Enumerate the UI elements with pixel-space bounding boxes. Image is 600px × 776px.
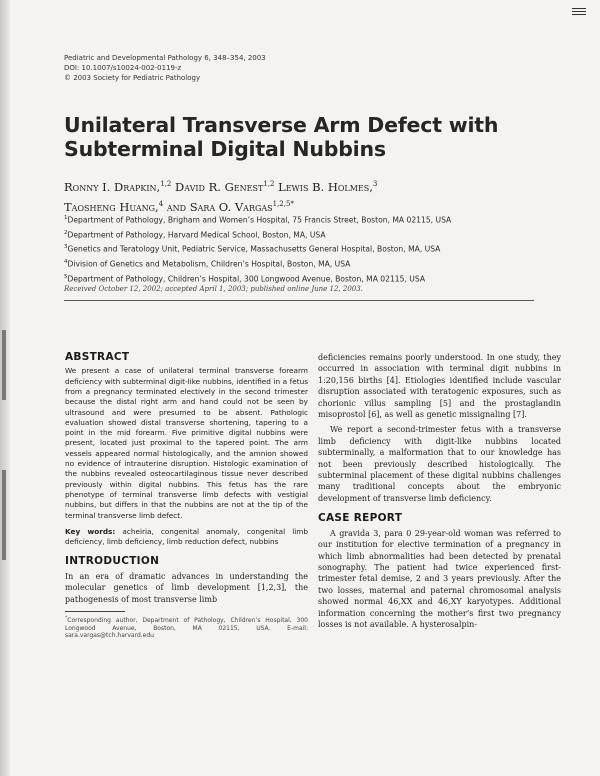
affiliation: $^2$Department of Pathology, Harvard Medical School, Boston, MA, USA [64,229,326,240]
right-column [318,352,561,630]
author-name: Sara O. Vargas [189,199,273,214]
author-list [64,176,534,216]
author-affil-sup: 3 [372,180,378,188]
header-divider [64,300,534,301]
author-affil-sup: 1,2,5* [272,199,294,208]
scan-artifact [2,330,6,400]
author-conjunction: and [166,199,187,214]
body-paragraph: A gravida 3, para 0 29-year-old woman was referred to our institution for elective termination of a pregnancy in which limb abnormalities had been detected by prenatal sonography. The patient had twice experienced first-trimester fetal demise, 2 and 3 years previously. After the two losses, maternal and paternal chromosomal analysis showed normal 46,XX and 46,XY karyotypes. Additional information concerning the mother’s first two pregnancy losses is not available. A hysterosalpin- [318,528,561,629]
journal-copyright: © 2003 Society for Pediatric Pathology [64,74,201,82]
affiliation: $^4$Division of Genetics and Metabolism, Children’s Hospital, Boston, MA, USA [64,259,351,269]
author-name: Lewis B. Holmes, [278,179,373,194]
corner-scan-mark [572,8,586,18]
introduction-heading: INTRODUCTION [65,555,160,568]
abstract-heading: ABSTRACT [65,351,130,363]
author-name: Taosheng Huang, [64,199,159,214]
author-name: David R. Genest [175,179,264,194]
affiliation: $^3$Genetics and Teratology Unit, Pediatric Service, Massachusetts General Hospital, Boston, MA, USA [64,244,441,254]
affiliation: $^5$Department of Pathology, Children’s Hospital, 300 Longwood Avenue, Boston, MA 02115, USA [64,273,426,284]
body-paragraph: deficiencies remains poorly understood. In one study, they occurred in association with terminal digit nubbins in 1:20,156 births [4]. Etiologies identified include vascular disruption associated with teratogenic exposures, such as chorionic villus sampling [5] and the prostaglandin misoprostol [6], as well as genetic missignaling [7]. [318,353,561,420]
author-affil-sup: 1,2 [160,180,172,188]
introduction-text: In an era of dramatic advances in understanding the molecular genetics of limb development [1,2,3], the pathogenesis of most transverse limb [65,571,308,604]
keywords-text: acheiria, congenital anomaly, congenital limb deficiency, limb deficiency, limb reduction defect, nubbins [65,526,308,547]
scan-artifact [2,470,6,560]
author-name: Ronny I. Drapkin, [64,179,161,194]
received-dates: Received October 12, 2002; accepted April 1, 2003; published online June 12, 2003. [64,285,363,293]
affiliation: $^1$Department of Pathology, Brigham and Women’s Hospital, 75 Francis Street, Boston, MA 02115, USA [64,215,452,225]
author-affil-sup: 1,2 [263,180,275,188]
footnote-divider [65,611,125,612]
article-title: Unilateral Transverse Arm Defect with Subterminal Digital Nubbins [64,113,499,161]
author-affil-sup: 4 [158,199,164,208]
journal-header [64,53,266,83]
keywords [65,527,308,548]
abstract-text: We present a case of unilateral terminal transverse forearm deficiency with subterminal digit-like nubbins, identified in a fetus from a pregnancy terminated electively in the second trimester because the distal right arm and hand could not be seen by ultrasound and were presumed to be absent. Pathologic evaluation showed distal transverse shortening, tapering to a point in the mid forearm. Five primitive digital nubbins were present, located just proximal to the tapered point. The arm vessels appeared normal histologically, and the amnion showed no evidence of intrauterine disruption. Histologic examination of the nubbins revealed osteocartilaginous tissue never described previously within digital nubbins. This fetus has the rare phenotype of terminal transverse limb defects with vestigial nubbins, but differs in that the nubbins are not at the tip of the terminal transverse limb defect. [65,366,308,520]
body-paragraph: We report a second-trimester fetus with a transverse limb deficiency with digit-like nubbins located subterminally, a malformation that to our knowledge has not been previously described histologically. The subterminal placement of these digital nubbins challenges many traditional concepts about the embryonic development of transverse limb deficiency. [318,425,561,503]
journal-doi: DOI: 10.1007/s10024-002-0119-z [64,64,182,72]
journal-citation: Pediatric and Developmental Pathology 6, 348–354, 2003 [64,54,266,62]
case-report-heading: CASE REPORT [318,512,403,525]
keywords-label: Key words: [65,526,116,536]
left-column [65,352,308,640]
affiliation-list [64,212,544,286]
corresponding-author-footnote: *Corresponding author, Department of Pathology, Children’s Hospital, 300 Longwood Avenue, Boston, MA 02115, USA. E-mail: sara.vargas@tch.harvard.edu [65,616,308,640]
